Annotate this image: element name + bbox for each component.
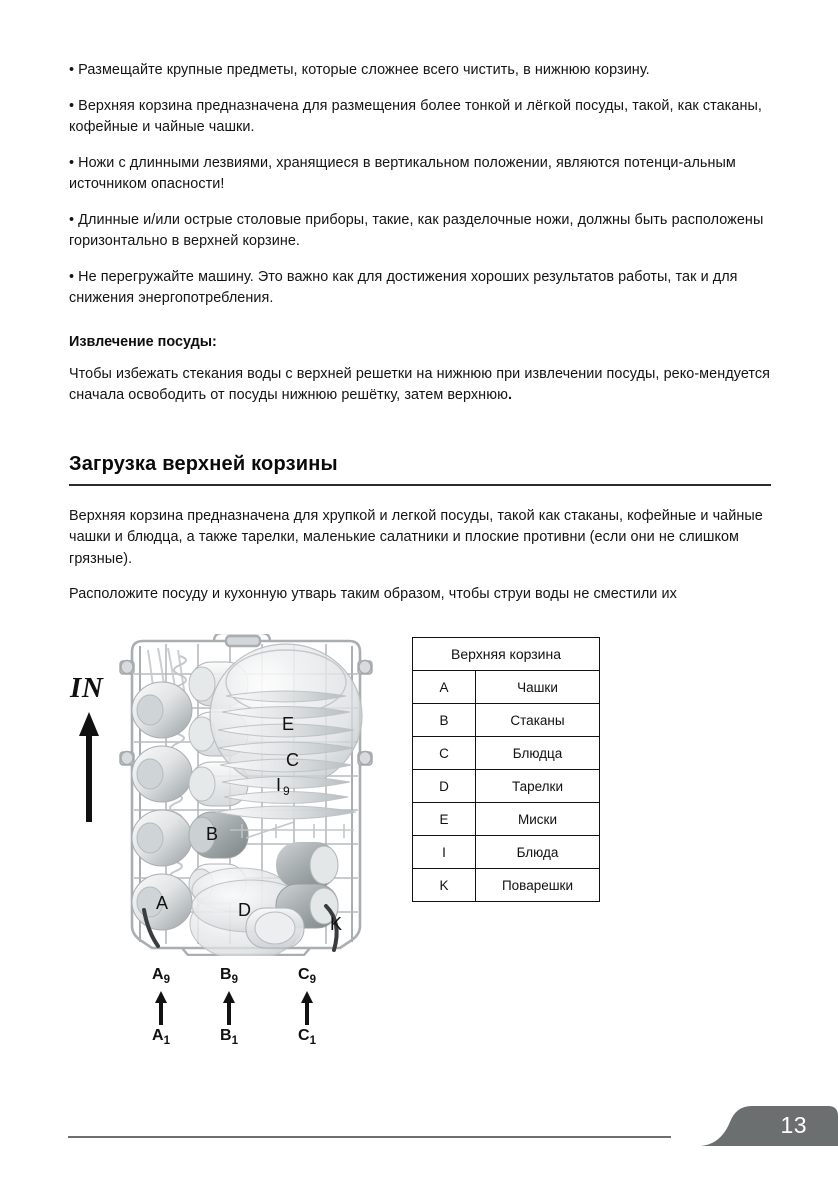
removal-subheading: Извлечение посуды: (69, 333, 217, 350)
direction-label-in: IN (70, 672, 104, 704)
column-marker-b-bottom: $B_1$ (220, 1027, 238, 1048)
column-marker-b-top: $B_9$ (220, 966, 238, 987)
removal-paragraph-tail: . (507, 387, 513, 403)
footer-divider (68, 1136, 671, 1138)
legend-item: Миски (476, 803, 600, 836)
legend-code: B (413, 704, 476, 737)
page-title: Загрузка верхней корзины (69, 452, 338, 475)
legend-item: Поварешки (476, 869, 600, 902)
column-marker-a-top: $A_9$ (152, 966, 170, 987)
column-marker-c-top: $C_9$ (298, 966, 316, 987)
legend-item: Блюда (476, 836, 600, 869)
column-marker-c-bottom: $C_1$ (298, 1027, 316, 1048)
upper-basket-legend-table (412, 637, 600, 902)
bullet-item: • Верхняя корзина предназначена для размещения более тонкой и лёгкой посуды, такой, как стаканы, кофейные и чайные чашки. (69, 97, 762, 135)
legend-table-header: Верхняя корзина (413, 638, 600, 671)
rack-label-c: C (286, 750, 299, 770)
section-divider (69, 484, 771, 486)
column-marker-b (204, 966, 254, 1050)
table-header-row (413, 638, 600, 671)
legend-code: C (413, 737, 476, 770)
rack-label-k: K (330, 914, 343, 934)
upper-basket-diagram (118, 634, 374, 956)
table-row (413, 704, 600, 737)
column-marker-a-bottom: $A_1$ (152, 1027, 170, 1048)
removal-paragraph (69, 364, 771, 407)
rack-label-a: A (156, 893, 169, 913)
rack-label-i: I (276, 775, 282, 795)
loading-section-header-wrap (69, 451, 771, 486)
rack-label-i-subscript: 9 (283, 784, 290, 798)
table-row (413, 770, 600, 803)
table-row (413, 803, 600, 836)
loading-paragraph: Верхняя корзина предназначена для хрупкой и легкой посуды, такой как стаканы, кофейные и чайные чашки и блюдца, а также тарелки, маленькие салатники и плоские противни (если они не слишком грязные). (69, 507, 763, 567)
column-arrow-icon (222, 991, 236, 1025)
legend-code: I (413, 836, 476, 869)
legend-code: D (413, 770, 476, 803)
legend-item: Тарелки (476, 770, 600, 803)
loading-paragraph: Расположите посуду и кухонную утварь таким образом, чтобы струи воды не сместили их (69, 586, 677, 602)
bullet-item: • Ножи с длинными лезвиями, хранящиеся в вертикальном положении, являются потенци-альным источником опасности! (69, 154, 736, 192)
legend-code: K (413, 869, 476, 902)
column-marker-a (136, 966, 186, 1050)
bullet-item: • Размещайте крупные предметы, которые сложнее всего чистить, в нижнюю корзину. (69, 62, 650, 78)
legend-code: A (413, 671, 476, 704)
table-row (413, 737, 600, 770)
legend-item: Чашки (476, 671, 600, 704)
removal-paragraph-text: Чтобы избежать стекания воды с верхней решетки на нижнюю при извлечении посуды, реко-мендуется сначала освободить от посуды нижнюю решётку, затем верхнюю (69, 365, 771, 403)
page-number: 13 (780, 1112, 807, 1138)
bullet-item: • Не перегружайте машину. Это важно как для достижения хороших результатов работы, так и для снижения энергопотребления. (69, 268, 738, 306)
column-marker-c (282, 966, 332, 1050)
rack-label-e: E (282, 714, 295, 734)
column-markers (118, 966, 374, 1048)
bullet-item: • Длинные и/или острые столовые приборы, такие, как разделочные ножи, должны быть расположены горизонтально в верхней корзине. (69, 211, 764, 249)
legend-item: Стаканы (476, 704, 600, 737)
page-content (69, 60, 771, 618)
bowls-and-plates (210, 644, 362, 838)
legend-item: Блюдца (476, 737, 600, 770)
table-row (413, 869, 600, 902)
rack-label-d: D (238, 900, 251, 920)
rack-label-b: B (206, 824, 219, 844)
page-number-tab (668, 1104, 838, 1146)
direction-arrow-icon (78, 712, 100, 822)
column-arrow-icon (154, 991, 168, 1025)
table-row (413, 671, 600, 704)
column-arrow-icon (300, 991, 314, 1025)
legend-code: E (413, 803, 476, 836)
table-row (413, 836, 600, 869)
